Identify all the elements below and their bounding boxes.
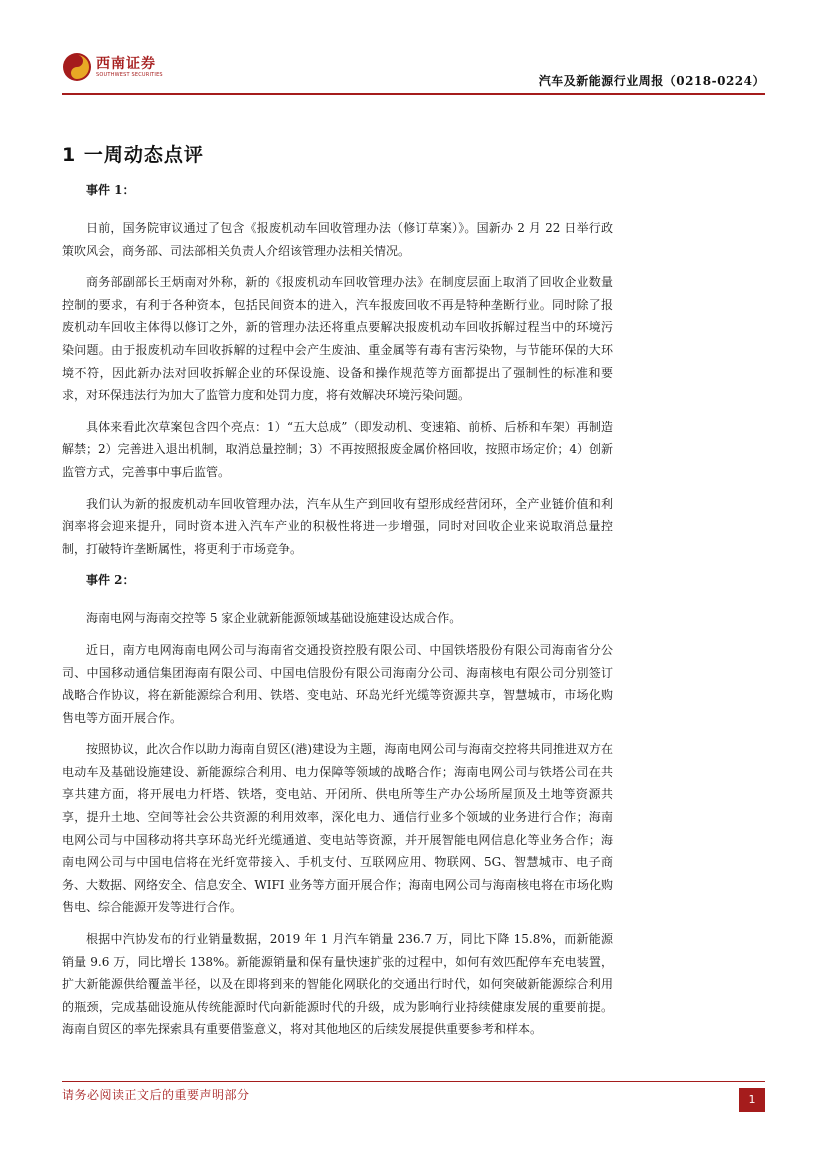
- page-header: [62, 48, 765, 94]
- paragraph: 具体来看此次草案包含四个亮点：1）“五大总成”（即发动机、变速箱、前桥、后桥和车架）再制造解禁；2）完善进入退出机制，取消总量控制；3）不再按照报废金属价格回收，按照市场定价；4）创新监管方式，完善事中事后监管。: [62, 419, 613, 479]
- footer-divider: [62, 1081, 765, 1082]
- logo-mark-icon: [62, 52, 92, 82]
- report-title: 汽车及新能源行业周报（0218-0224）: [538, 74, 765, 88]
- logo-chinese-name: 西南证券: [96, 56, 156, 72]
- paragraph: 近日，南方电网海南电网公司与海南省交通投资控股有限公司、中国铁塔股份有限公司海南省分公司、中国移动通信集团海南有限公司、中国电信股份有限公司海南分公司、海南核电有限公司分别签订战略合作协议，将在新能源综合利用、铁塔、变电站、环岛光纤光缆等资源共享，智慧城市，市场化购售电等方面开展合作。: [62, 642, 613, 725]
- paragraph: 我们认为新的报废机动车回收管理办法，汽车从生产到回收有望形成经营闭环，全产业链价值和利润率将会迎来提升，同时资本进入汽车产业的积极性将进一步增强，同时对回收企业来说取消总量控制，打破特许垄断属性，将更利于市场竞争。: [62, 496, 613, 556]
- paragraph: 日前，国务院审议通过了包含《报废机动车回收管理办法（修订草案）》。国新办 2 月 22 日举行政策吹风会，商务部、司法部相关负责人介绍该管理办法相关情况。: [62, 221, 613, 258]
- paragraph: 海南电网与海南交控等 5 家企业就新能源领域基础设施建设达成合作。: [86, 611, 462, 626]
- header-divider: [62, 93, 765, 95]
- main-content: [62, 140, 613, 1050]
- event-2: [62, 569, 613, 1041]
- event-1: [62, 179, 613, 560]
- event-label: 事件 2：: [86, 573, 135, 588]
- page-number: 1: [739, 1088, 765, 1112]
- section-title: 1 一周动态点评: [62, 144, 204, 166]
- paragraph: 商务部副部长王炳南对外称，新的《报废机动车回收管理办法》在制度层面上取消了回收企业数量控制的要求，有利于各种资本，包括民间资本的进入，汽车报废回收不再是特种垄断行业。同时除了报废机动车回收主体得以修订之外，新的管理办法还将重点要解决报废机动车回收拆解过程当中的环境污染问题。由于报废机动车回收拆解的过程中会产生废油、重金属等有毒有害污染物，与节能环保的大环境不符，因此新办法对回收拆解企业的环保设施、设备和操作规范等方面都提出了强制性的标准和要求，对环保违法行为加大了监管力度和处罚力度，将有效解决环境污染问题。: [62, 275, 613, 403]
- logo-english-name: SOUTHWEST SECURITIES: [96, 72, 163, 78]
- footer-disclaimer: 请务必阅读正文后的重要声明部分: [62, 1088, 250, 1102]
- event-label: 事件 1：: [86, 183, 135, 197]
- company-logo: [62, 48, 182, 88]
- paragraph: 按照协议，此次合作以助力海南自贸区(港)建设为主题，海南电网公司与海南交控将共同推进双方在电动车及基础设施建设、新能源综合利用、电力保障等领域的战略合作；海南电网公司与铁塔公司在共享共建方面，将开展电力杆塔、铁塔，变电站、开闭所、供电所等生产办公场所屋顶及土地等资源共享，提升土地、空间等社会公共资源的利用效率，深化电力、通信行业多个领域的业务进行合作；海南电网公司与中国移动将共享环岛光纤光缆通道、变电站等资源，并开展智能电网信息化等业务合作；海南电网公司与中国电信将在光纤宽带接入、手机支付、互联网应用、物联网、5G、智慧城市、电子商务、大数据、网络安全、信息安全、WIFI 业务等方面开展合作；海南电网公司与海南核电将在市场化购售电、综合能源开发等进行合作。: [62, 742, 613, 915]
- paragraph: 根据中汽协发布的行业销量数据，2019 年 1 月汽车销量 236.7 万，同比下降 15.8%，而新能源销量 9.6 万，同比增长 138%。新能源销量和保有量快速扩张的过程中，如何有效匹配停车充电装置，扩大新能源供给覆盖半径，以及在即将到来的智能化网联化的交通出行时代，如何突破新能源综合利用的瓶颈，完成基础设施从传统能源时代向新能源时代的升级，成为影响行业持续健康发展的重要前提。海南自贸区的率先探索具有重要借鉴意义，将对其他地区的后续发展提供重要参考和样本。: [62, 932, 613, 1037]
